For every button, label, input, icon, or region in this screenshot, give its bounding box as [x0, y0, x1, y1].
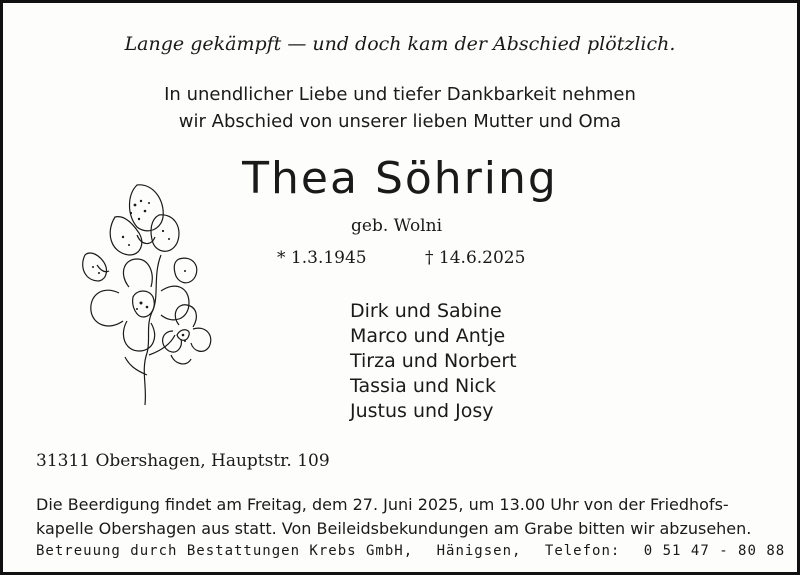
funeral-notice-line-1: Die Beerdigung findet am Freitag, dem 27. Juni 2025, um 13.00 Uhr von der Friedhofs-: [36, 495, 729, 514]
list-item: Marco und Antje: [350, 325, 506, 347]
maiden-name: geb. Wolni: [351, 216, 443, 236]
mourning-address: 31311 Obershagen, Hauptstr. 109: [36, 451, 330, 471]
undertaker-footer: [36, 543, 786, 559]
motto: Lange gekämpft — und doch kam der Abschied plötzlich.: [124, 33, 676, 55]
birth-date: * 1.3.1945: [277, 248, 367, 268]
intro-text: [3, 81, 797, 135]
list-item: Dirk und Sabine: [350, 300, 502, 322]
funeral-notice-line-2: kapelle Obershagen aus statt. Von Beileidsbekundungen am Grabe bitten wir abzusehen.: [36, 519, 752, 538]
orchid-icon: [75, 175, 217, 413]
list-item: Justus und Josy: [350, 400, 494, 422]
phone-label: Telefon:: [544, 543, 621, 559]
undertaker-name: Betreuung durch Bestattungen Krebs GmbH,: [36, 543, 414, 559]
intro-line-2: wir Abschied von unserer lieben Mutter und Oma: [178, 111, 622, 132]
deceased-name: Thea Söhring: [242, 153, 558, 204]
list-item: Tassia und Nick: [350, 375, 496, 397]
undertaker-town: Hänigsen,: [436, 543, 522, 559]
death-date: † 14.6.2025: [425, 248, 526, 268]
intro-line-1: In unendlicher Liebe und tiefer Dankbarkeit nehmen: [164, 84, 636, 105]
list-item: Tirza und Norbert: [350, 350, 517, 372]
funeral-notice: [36, 493, 771, 541]
family-list: [350, 299, 517, 424]
phone-number: 0 51 47 - 80 88: [643, 543, 786, 559]
